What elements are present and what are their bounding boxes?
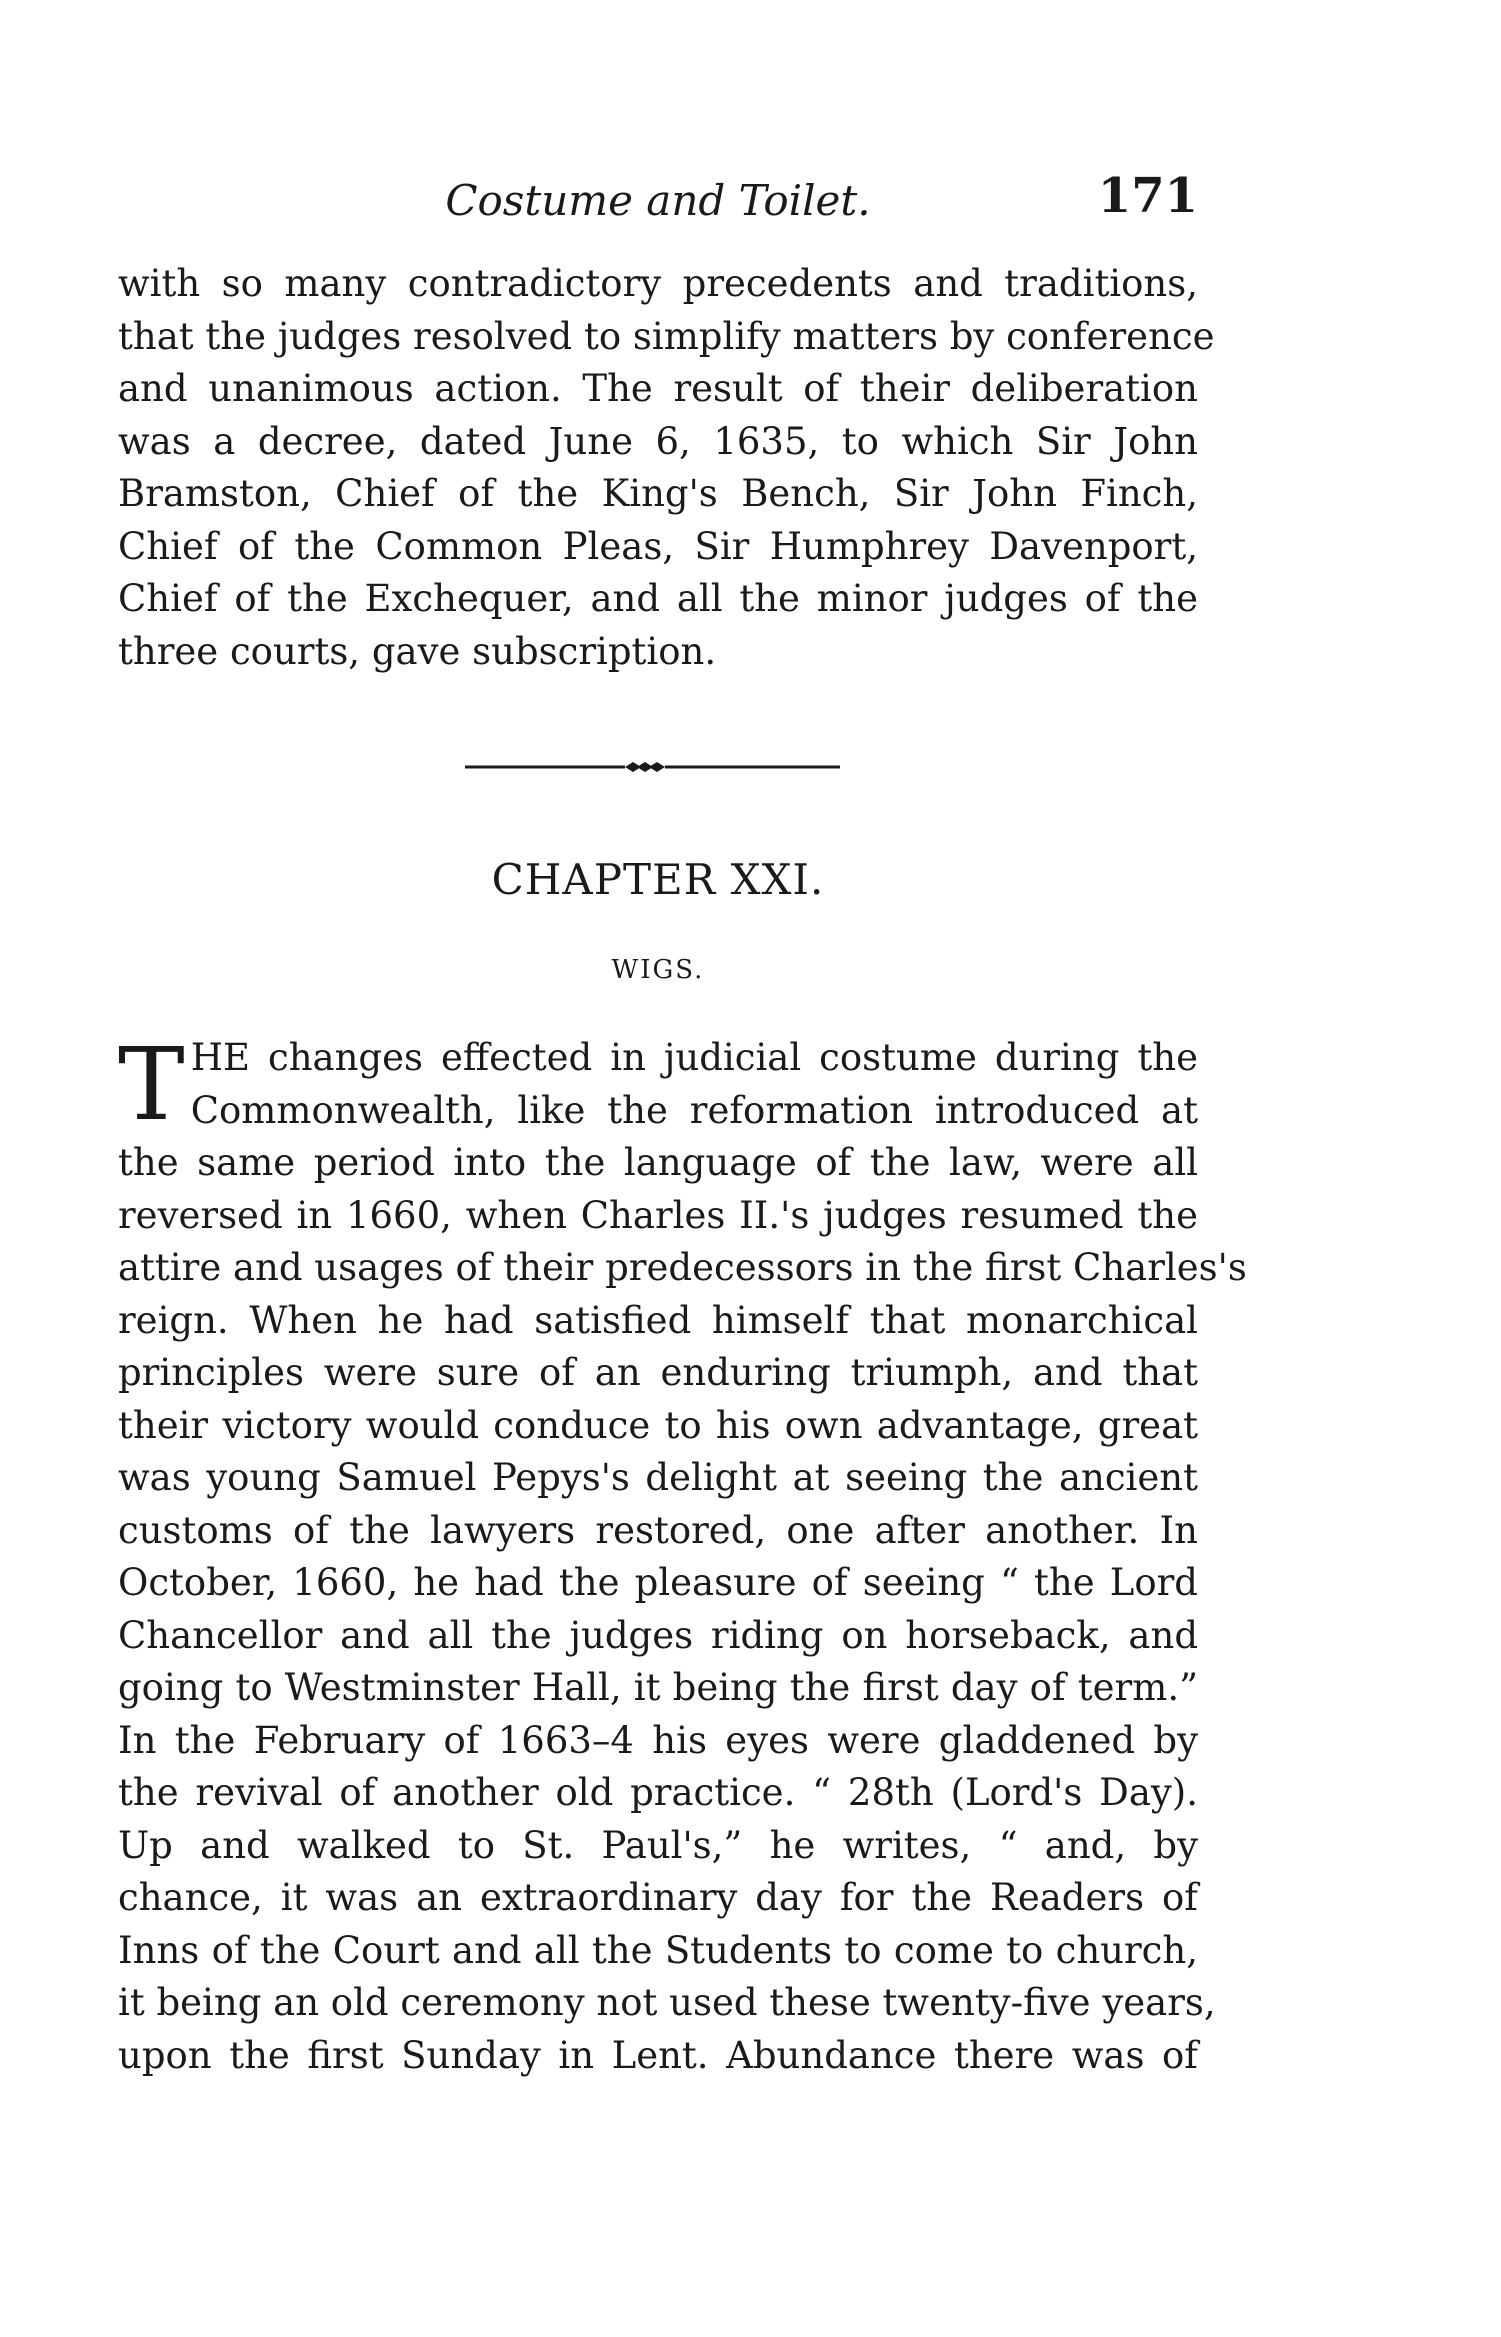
text-line: that the judges resolved to simplify matters by conference: [118, 314, 1215, 358]
section-divider-ornament: [465, 760, 840, 774]
text-line: Up and walked to St. Paul's,” he writes, “ and, by: [118, 1823, 1198, 1867]
text-line: was a decree, dated June 6, 1635, to which Sir John: [118, 419, 1198, 463]
text-line: three courts, gave subscription.: [118, 629, 717, 673]
text-line: Chief of the Exchequer, and all the minor judges of the: [118, 577, 1198, 620]
text-line: reversed in 1660, when Charles II.'s judges resumed the: [118, 1193, 1198, 1237]
text-line: Bramston, Chief of the King's Bench, Sir John Finch,: [118, 472, 1198, 515]
text-line: and unanimous action. The result of their deliberation: [118, 367, 1198, 410]
text-line: customs of the lawyers restored, one after another. In: [118, 1508, 1198, 1552]
text-line: the revival of another old practice. “ 28th (Lord's Day).: [118, 1771, 1198, 1814]
text-line: Commonwealth, like the reformation introduced at: [190, 1088, 1198, 1132]
chapter-body: [118, 1026, 1247, 2082]
text-line: the same period into the language of the law, were all: [118, 1141, 1198, 1184]
chapter-heading: CHAPTER XXI.: [491, 855, 825, 904]
text-line: was young Samuel Pepys's delight at seeing the ancient: [118, 1456, 1198, 1499]
text-line: reign. When he had satisfied himself that monarchical: [118, 1298, 1198, 1342]
running-title: Costume and Toilet.: [445, 176, 871, 225]
chapter-subtitle: WIGS.: [611, 955, 705, 985]
text-line: chance, it was an extraordinary day for the Readers of: [118, 1876, 1198, 1919]
text-line: upon the first Sunday in Lent. Abundance there was of: [118, 2033, 1198, 2077]
text-line: their victory would conduce to his own advantage, great: [118, 1403, 1198, 1447]
drop-cap: T: [118, 1026, 185, 1143]
page-number: 171: [1097, 168, 1198, 224]
continued-paragraph: [118, 258, 1215, 678]
text-line: it being an old ceremony not used these twenty-five years,: [118, 1981, 1216, 2024]
text-line: Chief of the Common Pleas, Sir Humphrey Davenport,: [118, 524, 1198, 568]
text-line: Chancellor and all the judges riding on horseback, and: [118, 1613, 1198, 1657]
text-line: attire and usages of their predecessors in the first Charles's: [118, 1246, 1247, 1289]
running-header: [118, 168, 1198, 238]
text-line: October, 1660, he had the pleasure of seeing “ the Lord: [118, 1561, 1198, 1604]
text-line: with so many contradictory precedents and traditions,: [118, 262, 1198, 305]
text-line: going to Westminster Hall, it being the first day of term.”: [118, 1666, 1198, 1709]
text-line: HE changes effected in judicial costume during the: [190, 1036, 1198, 1079]
text-line: Inns of the Court and all the Students to come to church,: [118, 1928, 1198, 1972]
text-line: In the February of 1663–4 his eyes were gladdened by: [118, 1718, 1198, 1762]
text-line: principles were sure of an enduring triumph, and that: [118, 1351, 1198, 1394]
